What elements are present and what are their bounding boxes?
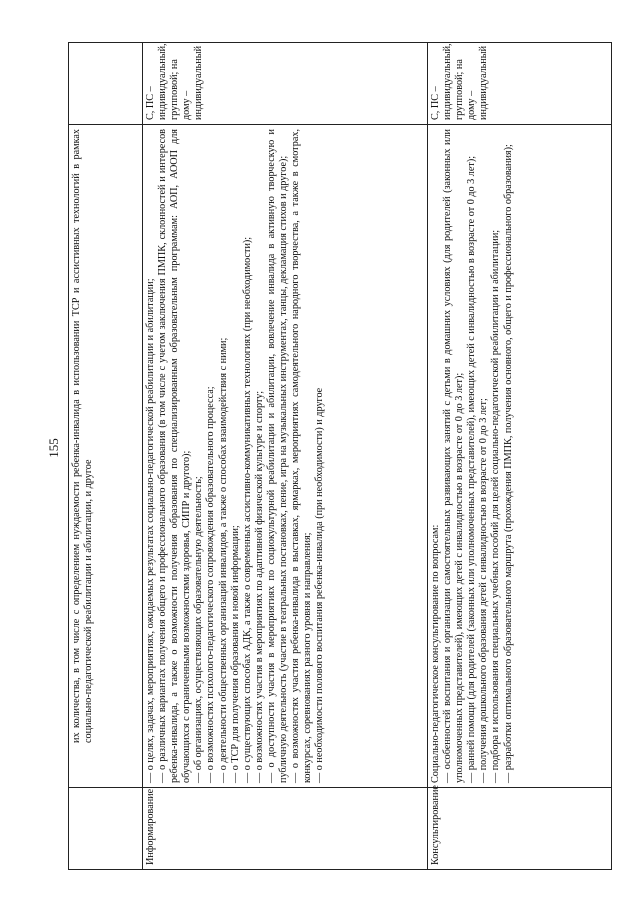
description-line: — о необходимости полового воспитания ребенка-инвалида (при необходимости) и другое: [314, 387, 326, 783]
description-line: Социально-педагогическое консультирование по вопросам:: [430, 524, 441, 783]
service-form-cell: [69, 43, 143, 125]
description-line: — разработки оптимального образовательного маршрута (прохождения ПМПК, получения основного, общего и профессионального образования);: [502, 144, 514, 783]
description-line: — о различных вариантах получения общего и профессионального образования (в том числе с учетом заключения ПМПК, склонностей и интересов ребенка-инвалида, а также о возможности получения образования по специализированным образовательным программам: АОП, АООП для обучающихся с ограниченными возможностями здоровья, СИПР и другого);: [157, 129, 193, 783]
description-line: — о деятельности общественных организаций инвалидов, а также о способах взаимодействия с ними;: [217, 337, 229, 783]
service-form: С, ПС – индивидуальный, групповой; на дому – индивидуальный: [430, 43, 490, 120]
description-line: — ранней помощи (для родителей (законных или уполномоченных представителей), имеющих детей с инвалидностью в возрасте от 0 до 3 лет);: [466, 155, 478, 783]
description-line: — о доступности участия в мероприятиях по социокультурной реабилитации и абилитации, вовлечение инвалида в активную творческую и публичную деятельность (участие в театральных постановках, пение, игра на музыкальных инструментах, танцы, декламация стихов и другое);: [265, 129, 290, 783]
description-line: — о ТСР для получения образования и новой информации;: [229, 525, 241, 783]
rotated-page-content: [68, 42, 612, 870]
service-name-cell: [69, 788, 143, 870]
description-line: — о возможностях участия в мероприятиях по адаптивной физической культуре и спорту;: [253, 390, 265, 783]
service-name-cell: [428, 785, 612, 870]
services-table: [68, 42, 612, 870]
service-name: Информирование: [145, 788, 156, 865]
description-line: — получения дошкольного образования детей с инвалидностью в возрасте от 0 до 3 лет;: [478, 398, 490, 783]
description-line: — о возможностях участия ребенка-инвалида в выставках, ярмарках, мероприятиях самодеятельного народного творчества, а также в смотрах, конкурсах, соревнованиях разного уровня и направления;: [290, 129, 314, 783]
description-line: — подбора и использования специальных учебных пособий для целей социально-педагогической реабилитации и абилитации;: [490, 229, 502, 783]
service-form-cell: [143, 43, 428, 125]
page-number: 155: [46, 438, 61, 458]
service-description-cell: [69, 125, 143, 788]
table-row: [69, 43, 143, 870]
description-line: — о возможностях психолого-педагогического сопровождения образовательного процесса;: [205, 386, 217, 783]
description-line: — о целях, задачах, мероприятиях, ожидаемых результатах социально-педагогической реабилитации и абилитации;: [145, 278, 156, 783]
service-form-cell: [428, 43, 612, 125]
table-row: [143, 43, 428, 870]
description-line: — особенностей воспитания и организации самостоятельных развивающих занятий с детьми в домашних условиях (для родителей (законных или уполномоченных представителей), имеющих детей с инвалидностью в возрасте от 0 до 3 лет);: [442, 129, 466, 783]
description-line: — об организациях, осуществляющих образовательную деятельность;: [193, 476, 205, 783]
service-form: С, ПС – индивидуальный, групповой; на дому – индивидуальный: [145, 43, 205, 120]
service-name-cell: [143, 788, 428, 870]
service-name: Консультирование: [430, 785, 441, 865]
description-line: — о существующих способах АДК, а также о современных ассистивно-коммуникативных технологиях (при необходимости);: [241, 236, 253, 783]
table-row: [428, 43, 612, 870]
service-description-cell: [428, 125, 612, 788]
service-description-cell: [143, 125, 428, 788]
description-line: их количества, в том числе с определением нуждаемости ребенка-инвалида в использовании ТСР и ассистивных технологий в рамках социально-педагогической реабилитации и абилитации, и другое: [71, 129, 95, 743]
